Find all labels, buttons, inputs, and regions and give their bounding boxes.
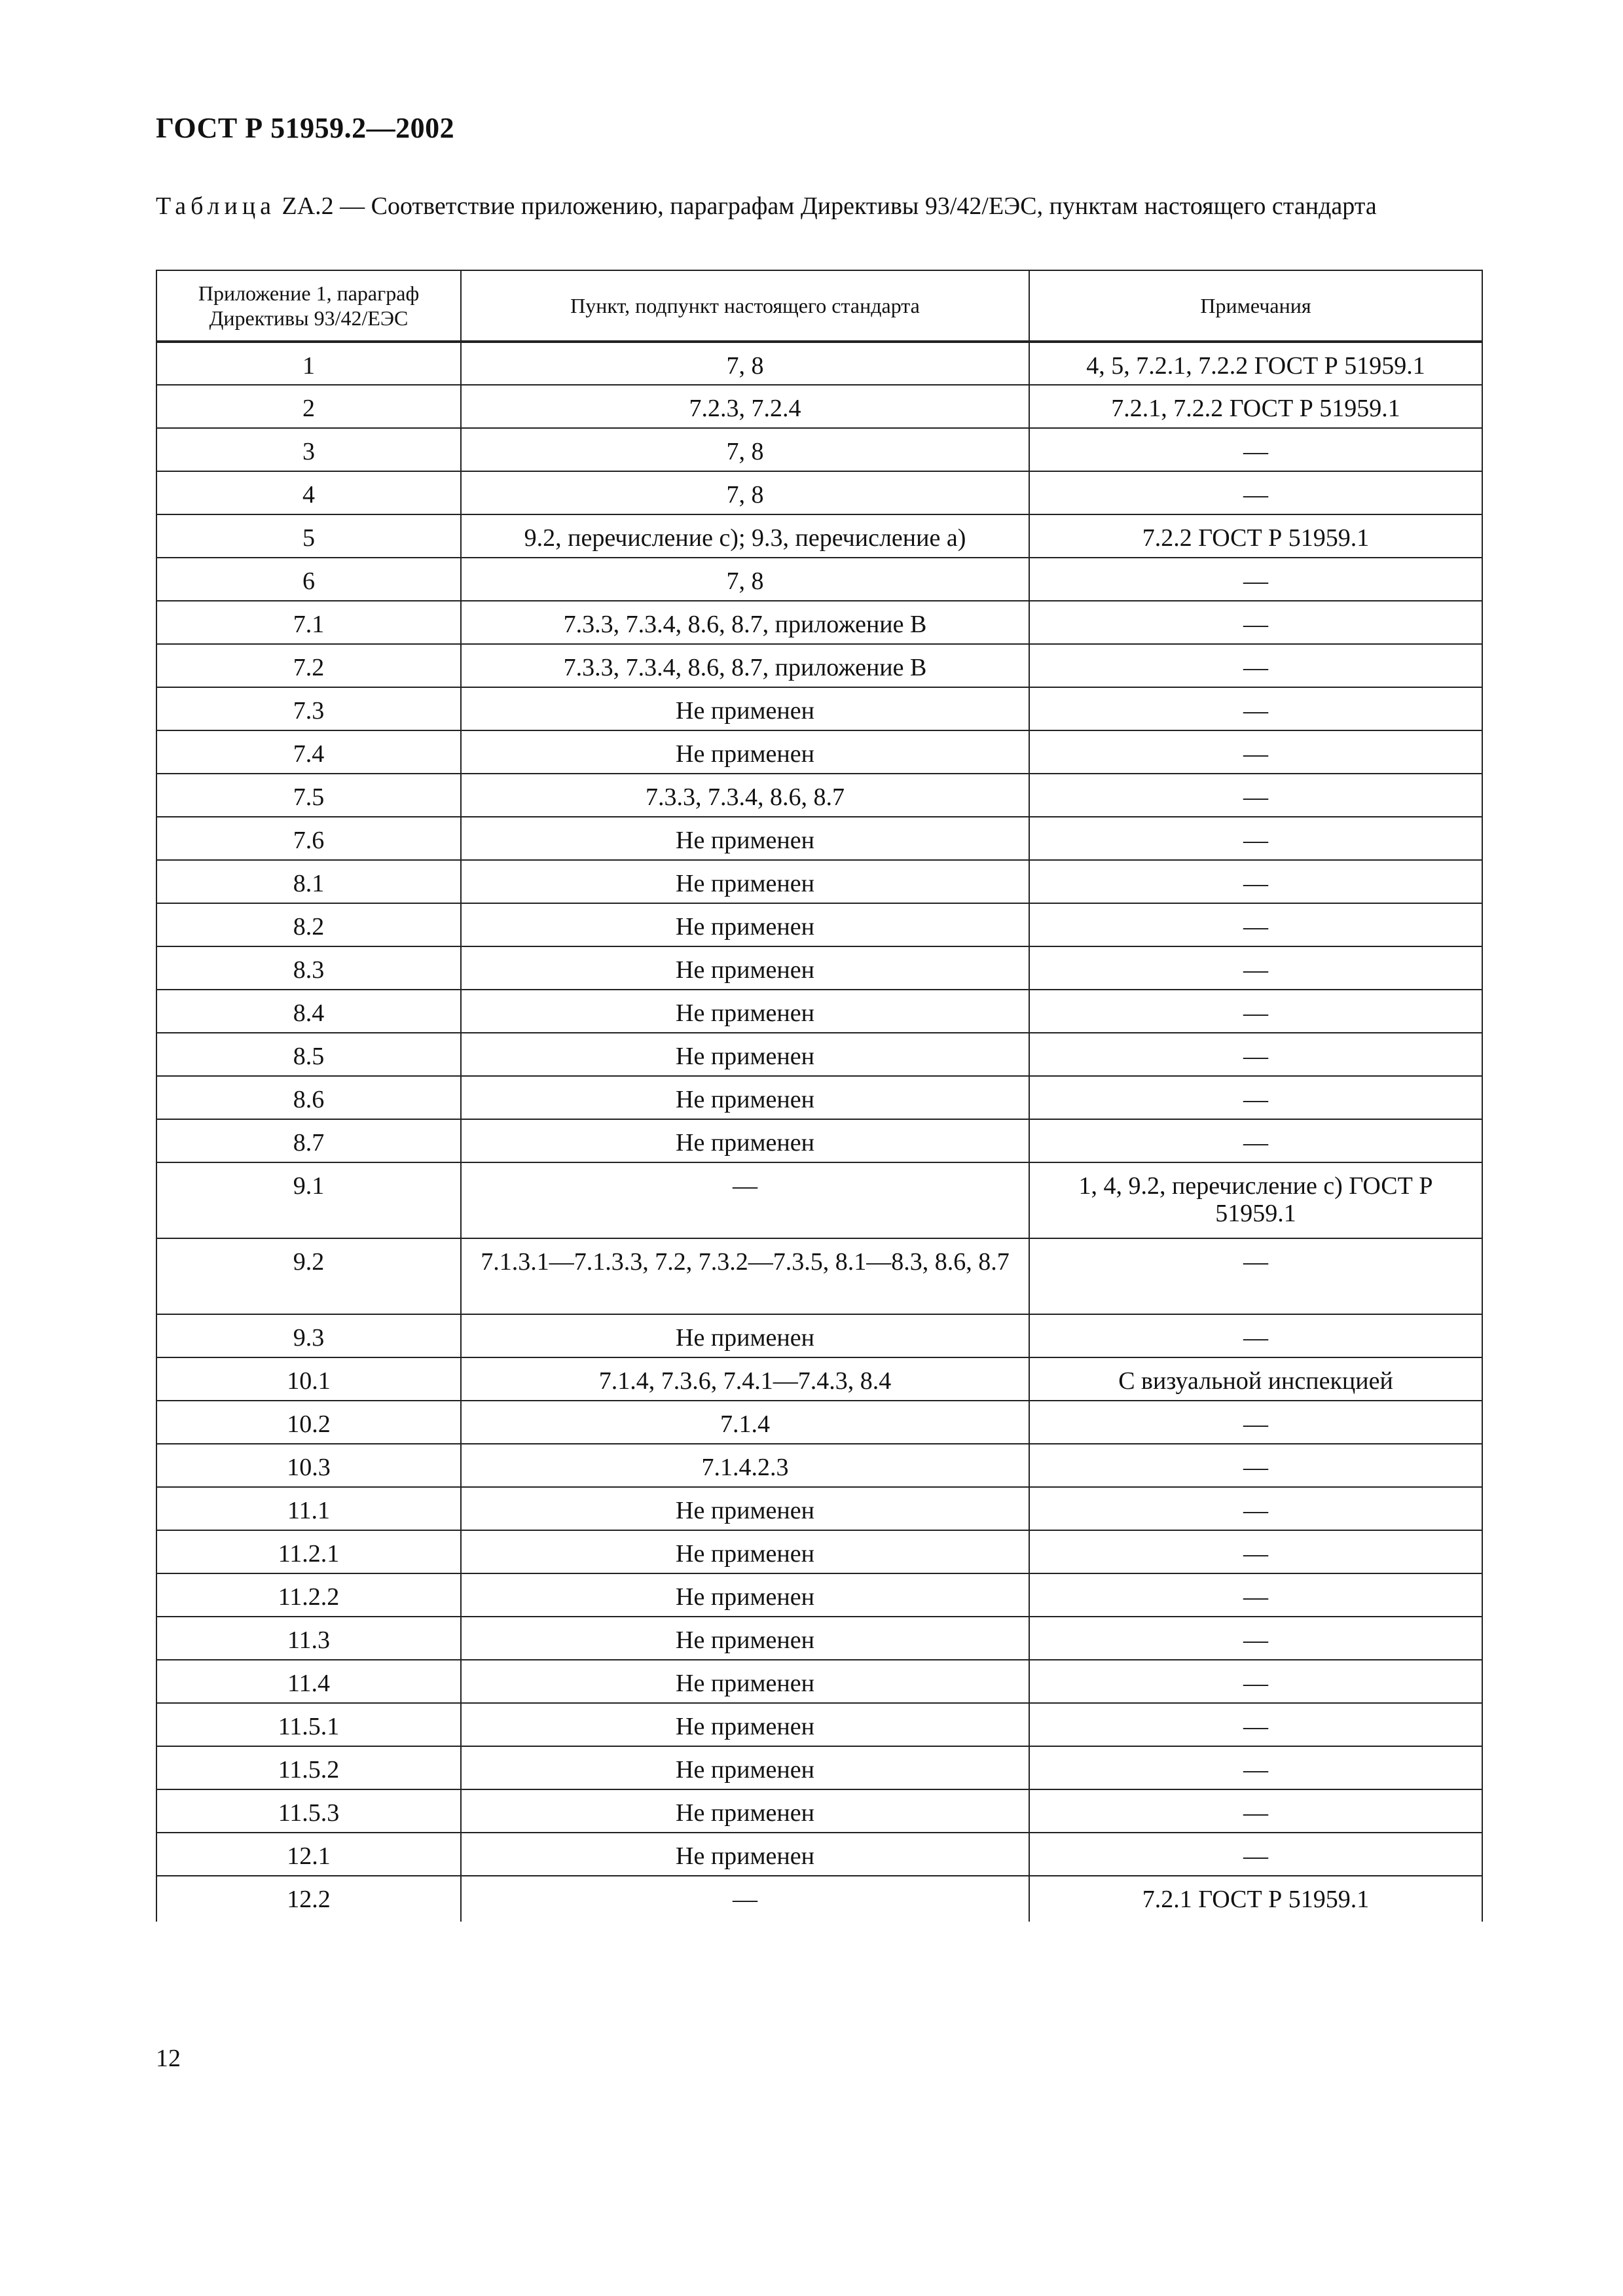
cell-annex: 8.5 — [156, 1033, 461, 1076]
table-row — [156, 1833, 1482, 1876]
cell-notes: — — [1029, 601, 1482, 644]
cell-annex: 8.3 — [156, 946, 461, 990]
cell-annex: 7.5 — [156, 774, 461, 817]
table-row — [156, 1238, 1482, 1314]
cell-annex: 6 — [156, 558, 461, 601]
cell-annex: 8.2 — [156, 903, 461, 946]
cell-annex: 7.3 — [156, 687, 461, 730]
document-header: ГОСТ Р 51959.2—2002 — [156, 112, 455, 144]
cell-notes: — — [1029, 946, 1482, 990]
cell-notes: — — [1029, 1119, 1482, 1162]
table-row — [156, 730, 1482, 774]
cell-annex: 11.4 — [156, 1660, 461, 1703]
cell-clause: Не применен — [461, 1530, 1029, 1573]
cell-annex: 11.2.1 — [156, 1530, 461, 1573]
cell-clause: Не применен — [461, 1314, 1029, 1357]
cell-annex: 7.2 — [156, 644, 461, 687]
cell-annex: 3 — [156, 428, 461, 471]
cell-clause: Не применен — [461, 1033, 1029, 1076]
table-row — [156, 1789, 1482, 1833]
cell-annex: 4 — [156, 471, 461, 514]
cell-annex: 10.2 — [156, 1401, 461, 1444]
cell-clause: 7, 8 — [461, 558, 1029, 601]
cell-annex: 8.7 — [156, 1119, 461, 1162]
table-row — [156, 514, 1482, 558]
cell-notes: 4, 5, 7.2.1, 7.2.2 ГОСТ Р 51959.1 — [1029, 342, 1482, 385]
table-row — [156, 687, 1482, 730]
cell-annex: 7.1 — [156, 601, 461, 644]
cell-clause: Не применен — [461, 687, 1029, 730]
table-row — [156, 601, 1482, 644]
table-row — [156, 1119, 1482, 1162]
cell-annex: 7.4 — [156, 730, 461, 774]
cell-clause: 7.3.3, 7.3.4, 8.6, 8.7, приложение В — [461, 644, 1029, 687]
cell-notes: С визуальной инспекцией — [1029, 1357, 1482, 1401]
table-caption — [156, 191, 1465, 221]
cell-clause: Не применен — [461, 860, 1029, 903]
cell-clause: 7.3.3, 7.3.4, 8.6, 8.7, приложение В — [461, 601, 1029, 644]
cell-clause: Не применен — [461, 1119, 1029, 1162]
table-row — [156, 1703, 1482, 1746]
cell-notes: — — [1029, 1617, 1482, 1660]
cell-clause: — — [461, 1162, 1029, 1238]
table-row — [156, 1660, 1482, 1703]
cell-clause: 7.1.4 — [461, 1401, 1029, 1444]
table-body — [156, 342, 1482, 1922]
cell-notes: — — [1029, 1238, 1482, 1314]
table-row — [156, 1314, 1482, 1357]
correspondence-table — [156, 270, 1483, 1922]
cell-notes: — — [1029, 817, 1482, 860]
cell-clause: Не применен — [461, 903, 1029, 946]
cell-clause: Не применен — [461, 817, 1029, 860]
cell-notes: — — [1029, 644, 1482, 687]
cell-notes: — — [1029, 1660, 1482, 1703]
column-header-annex: Приложение 1, параграф Директивы 93/42/ЕЭС — [156, 270, 461, 342]
cell-notes: 7.2.2 ГОСТ Р 51959.1 — [1029, 514, 1482, 558]
table-row — [156, 1487, 1482, 1530]
cell-annex: 5 — [156, 514, 461, 558]
table-row — [156, 428, 1482, 471]
cell-clause: Не применен — [461, 1617, 1029, 1660]
table-caption-label: Таблица — [156, 192, 276, 220]
cell-annex: 8.4 — [156, 990, 461, 1033]
cell-annex: 11.2.2 — [156, 1573, 461, 1617]
table-row — [156, 1357, 1482, 1401]
table-row — [156, 558, 1482, 601]
cell-clause: Не применен — [461, 730, 1029, 774]
table-row — [156, 1746, 1482, 1789]
cell-clause: Не применен — [461, 1703, 1029, 1746]
cell-notes: — — [1029, 860, 1482, 903]
table-row — [156, 342, 1482, 385]
table-row — [156, 817, 1482, 860]
cell-notes: — — [1029, 1401, 1482, 1444]
cell-notes: — — [1029, 1487, 1482, 1530]
cell-clause: Не применен — [461, 946, 1029, 990]
cell-clause: 7.1.4.2.3 — [461, 1444, 1029, 1487]
cell-clause: Не применен — [461, 1660, 1029, 1703]
table-header-row — [156, 270, 1482, 342]
table-row — [156, 1162, 1482, 1238]
table-row — [156, 774, 1482, 817]
cell-annex: 11.3 — [156, 1617, 461, 1660]
cell-annex: 8.6 — [156, 1076, 461, 1119]
cell-annex: 11.5.3 — [156, 1789, 461, 1833]
table-row — [156, 1444, 1482, 1487]
table-row — [156, 946, 1482, 990]
cell-annex: 7.6 — [156, 817, 461, 860]
cell-notes: — — [1029, 730, 1482, 774]
cell-notes: — — [1029, 990, 1482, 1033]
table-row — [156, 860, 1482, 903]
cell-clause: Не применен — [461, 1487, 1029, 1530]
cell-annex: 12.1 — [156, 1833, 461, 1876]
cell-notes: — — [1029, 558, 1482, 601]
cell-notes: — — [1029, 1703, 1482, 1746]
table-row — [156, 471, 1482, 514]
cell-annex: 10.1 — [156, 1357, 461, 1401]
cell-annex: 8.1 — [156, 860, 461, 903]
table-row — [156, 903, 1482, 946]
cell-notes: — — [1029, 1314, 1482, 1357]
page-number: 12 — [156, 2045, 181, 2072]
table-row — [156, 1573, 1482, 1617]
cell-clause: 7.2.3, 7.2.4 — [461, 385, 1029, 428]
cell-clause: 7.1.3.1—7.1.3.3, 7.2, 7.3.2—7.3.5, 8.1—8.3, 8.6, 8.7 — [461, 1238, 1029, 1314]
cell-annex: 11.5.1 — [156, 1703, 461, 1746]
cell-annex: 10.3 — [156, 1444, 461, 1487]
cell-clause: Не применен — [461, 1573, 1029, 1617]
cell-annex: 9.2 — [156, 1238, 461, 1314]
cell-notes: — — [1029, 1076, 1482, 1119]
cell-annex: 11.5.2 — [156, 1746, 461, 1789]
cell-notes: — — [1029, 774, 1482, 817]
column-header-clause: Пункт, подпункт настоящего стандарта — [461, 270, 1029, 342]
cell-clause: 7, 8 — [461, 342, 1029, 385]
table-row — [156, 990, 1482, 1033]
table-row — [156, 1401, 1482, 1444]
column-header-notes: Примечания — [1029, 270, 1482, 342]
cell-clause: Не применен — [461, 1746, 1029, 1789]
table-caption-text: ZA.2 — Соответствие приложению, параграфам Директивы 93/42/ЕЭС, пунктам настоящего стандарта — [276, 192, 1377, 220]
table-row — [156, 1876, 1482, 1922]
cell-annex: 12.2 — [156, 1876, 461, 1922]
cell-notes: — — [1029, 1573, 1482, 1617]
cell-notes: 7.2.1 ГОСТ Р 51959.1 — [1029, 1876, 1482, 1922]
cell-notes: 7.2.1, 7.2.2 ГОСТ Р 51959.1 — [1029, 385, 1482, 428]
table-row — [156, 1033, 1482, 1076]
cell-notes: — — [1029, 1833, 1482, 1876]
cell-notes: — — [1029, 471, 1482, 514]
cell-notes: — — [1029, 1530, 1482, 1573]
cell-clause: Не применен — [461, 1076, 1029, 1119]
table-row — [156, 644, 1482, 687]
cell-annex: 9.3 — [156, 1314, 461, 1357]
cell-notes: — — [1029, 428, 1482, 471]
table-row — [156, 1076, 1482, 1119]
cell-notes: — — [1029, 1789, 1482, 1833]
table-row — [156, 1530, 1482, 1573]
cell-clause: Не применен — [461, 990, 1029, 1033]
cell-clause: 7, 8 — [461, 471, 1029, 514]
table-row — [156, 385, 1482, 428]
cell-annex: 9.1 — [156, 1162, 461, 1238]
cell-annex: 1 — [156, 342, 461, 385]
cell-annex: 11.1 — [156, 1487, 461, 1530]
cell-notes: — — [1029, 903, 1482, 946]
cell-notes: — — [1029, 1746, 1482, 1789]
table-row — [156, 1617, 1482, 1660]
cell-clause: — — [461, 1876, 1029, 1922]
cell-annex: 2 — [156, 385, 461, 428]
cell-clause: 7.1.4, 7.3.6, 7.4.1—7.4.3, 8.4 — [461, 1357, 1029, 1401]
cell-notes: 1, 4, 9.2, перечисление с) ГОСТ Р 51959.1 — [1029, 1162, 1482, 1238]
cell-notes: — — [1029, 687, 1482, 730]
cell-clause: 9.2, перечисление с); 9.3, перечисление а) — [461, 514, 1029, 558]
cell-clause: Не применен — [461, 1833, 1029, 1876]
cell-clause: 7, 8 — [461, 428, 1029, 471]
cell-clause: Не применен — [461, 1789, 1029, 1833]
cell-notes: — — [1029, 1444, 1482, 1487]
cell-notes: — — [1029, 1033, 1482, 1076]
cell-clause: 7.3.3, 7.3.4, 8.6, 8.7 — [461, 774, 1029, 817]
